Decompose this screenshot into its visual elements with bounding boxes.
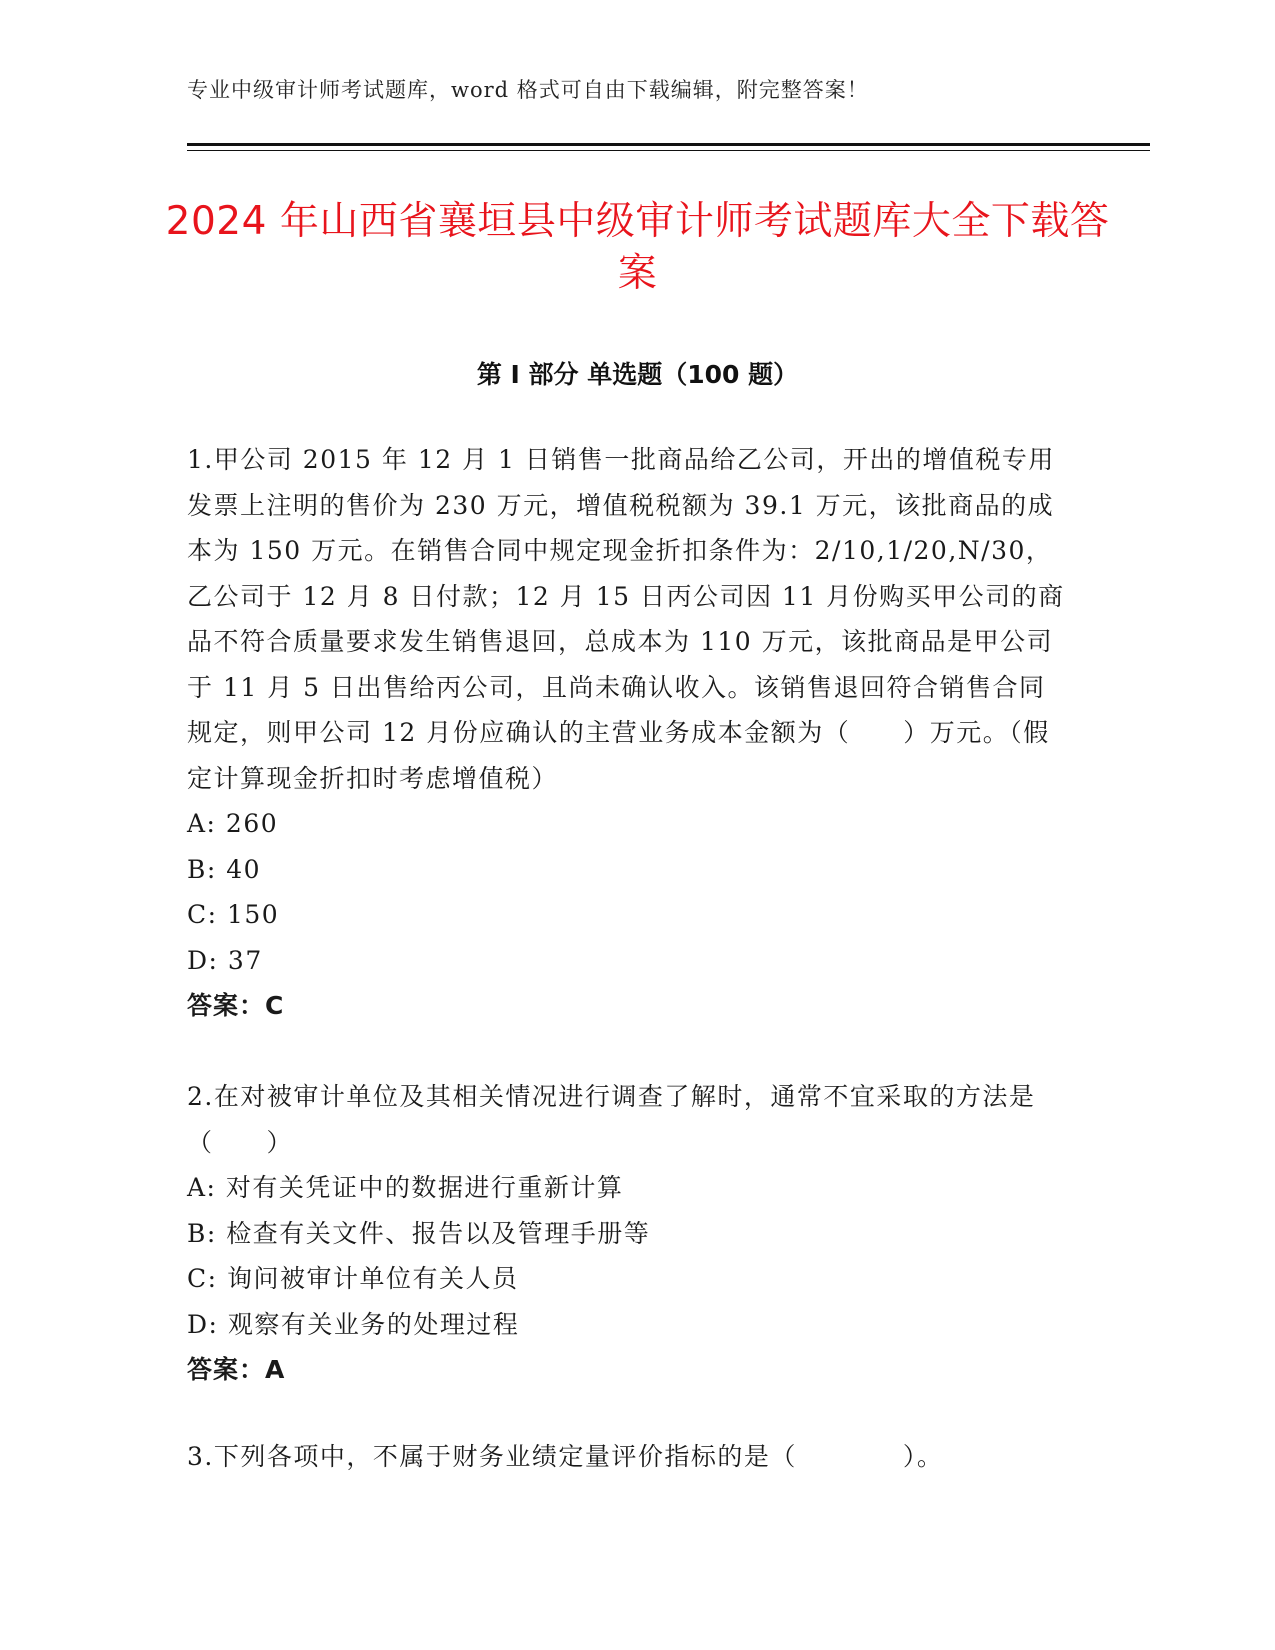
question-1 xyxy=(187,437,1067,1029)
question-1-option-a: A: 260 xyxy=(187,809,279,838)
question-1-answer: 答案：C xyxy=(187,991,285,1020)
header-rule-thick xyxy=(187,143,1150,146)
question-2-option-a: A: 对有关凭证中的数据进行重新计算 xyxy=(187,1173,624,1202)
question-1-option-c: C: 150 xyxy=(187,900,280,929)
question-2-answer: 答案：A xyxy=(187,1355,286,1384)
document-title: 2024 年山西省襄垣县中级审计师考试题库大全下载答案 xyxy=(165,199,1110,296)
header-rule-thin xyxy=(187,150,1150,151)
question-2 xyxy=(187,1074,1067,1393)
header-note: 专业中级审计师考试题库，word 格式可自由下载编辑，附完整答案！ xyxy=(187,78,869,102)
question-3-text: 3.下列各项中，不属于财务业绩定量评价指标的是（ ）。 xyxy=(187,1442,944,1471)
question-2-text: 2.在对被审计单位及其相关情况进行调查了解时，通常不宜采取的方法是（ ） xyxy=(187,1082,1036,1157)
section-title: 第 I 部分 单选题（100 题） xyxy=(476,360,799,389)
question-2-option-b: B: 检查有关文件、报告以及管理手册等 xyxy=(187,1218,651,1248)
question-1-text: 1.甲公司 2015 年 12 月 1 日销售一批商品给乙公司，开出的增值税专用发票上注明的售价为 230 万元，增值税税额为 39.1 万元，该批商品的成本为 150 万元。在销售合同中规定现金折扣条件为：2/10,1/20,N/30，乙公司于 12 月 8 日付款；12 月 15 日丙公司因 11 月份购买甲公司的商品不符合质量要求发生销售退回，总成本为 110 万元，该批商品是甲公司于 11 月 5 日出售给丙公司，且尚未确认收入。该销售退回符合销售合同规定，则甲公司 12 月份应确认的主营业务成本金额为（ ）万元。（假定计算现金折扣时考虑增值税） xyxy=(187,445,1065,793)
question-3 xyxy=(187,1434,1067,1480)
question-1-option-b: B: 40 xyxy=(187,854,262,884)
question-1-option-d: D: 37 xyxy=(187,945,263,975)
question-2-option-d: D: 观察有关业务的处理过程 xyxy=(187,1309,520,1339)
question-2-option-c: C: 询问被审计单位有关人员 xyxy=(187,1264,519,1293)
